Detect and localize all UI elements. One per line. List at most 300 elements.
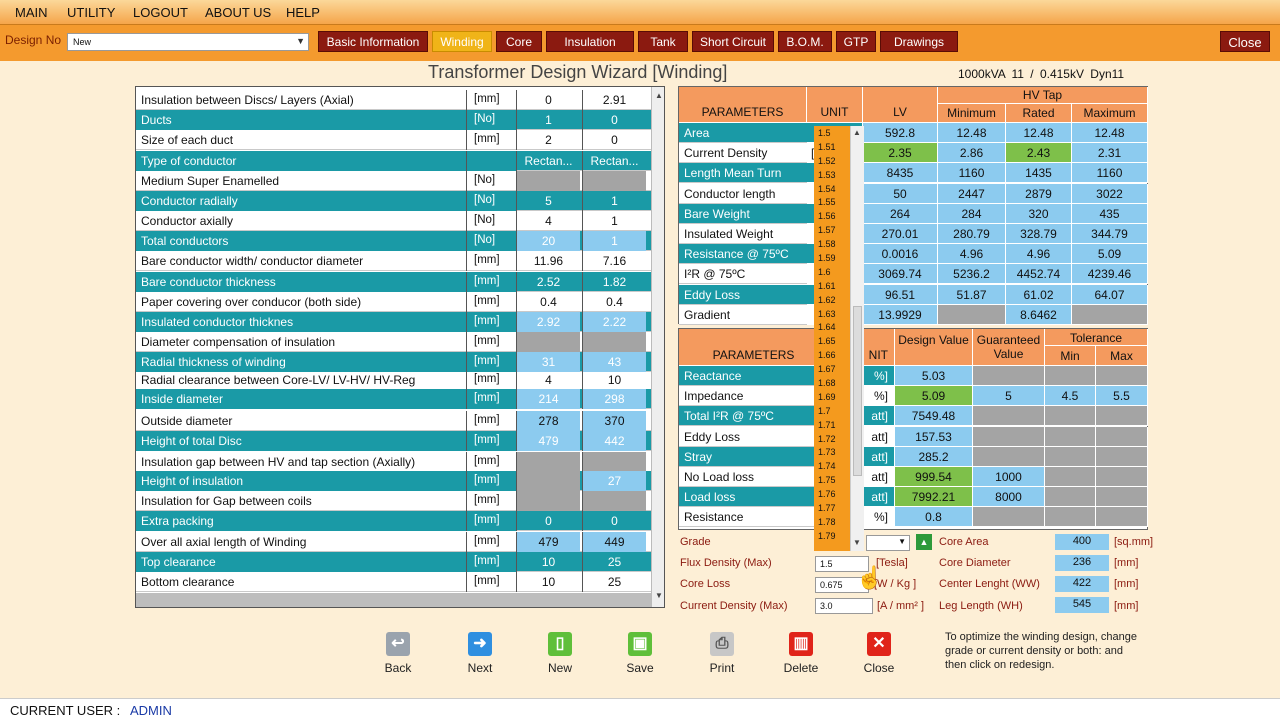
lv-value-cell[interactable]: Rectan... [516, 151, 580, 171]
dropdown-option[interactable]: 1.71 [818, 419, 836, 430]
dropdown-option[interactable]: 1.54 [818, 183, 836, 194]
hv-value-cell[interactable]: 43 [582, 352, 646, 372]
dropdown-option[interactable]: 1.65 [818, 336, 836, 347]
hv-value-cell[interactable]: 10 [582, 370, 646, 390]
param-unit: att] [829, 427, 895, 447]
row-unit: [mm] [466, 491, 516, 511]
row-name: Insulation gap between HV and tap section (Axially) [141, 455, 416, 469]
hv-value-cell[interactable]: 0.4 [582, 292, 646, 312]
dropdown-option[interactable]: 1.5 [818, 128, 831, 138]
hv-value-cell[interactable] [582, 452, 646, 472]
row-unit: [mm] [466, 532, 516, 552]
hv-value-cell[interactable]: 7.16 [582, 251, 646, 271]
row-unit: [mm] [466, 572, 516, 592]
row-unit: [mm] [466, 130, 516, 150]
core-diameter-label: Core Diameter [939, 557, 1011, 569]
dropdown-option[interactable]: 1.55 [818, 197, 836, 208]
param-name: I²R @ 75ºC [679, 264, 807, 284]
hv-value-cell[interactable]: 27 [582, 471, 646, 491]
next-button[interactable] [450, 632, 510, 675]
lv-cell: 13.9929 [863, 305, 938, 325]
hv-value-cell[interactable]: 1 [582, 231, 646, 251]
new-button[interactable] [530, 632, 590, 675]
scroll-down-icon[interactable]: ▼ [655, 591, 663, 600]
lv-value-cell[interactable]: 5 [516, 191, 580, 211]
table-row [136, 552, 651, 572]
back-arrow-icon: ↩ [386, 632, 410, 656]
dropdown-option[interactable]: 1.67 [818, 364, 836, 375]
min-cell: 2447 [938, 184, 1006, 204]
core-loss-input[interactable]: 0.675 [815, 577, 869, 593]
tol-max-cell[interactable]: 5.5 [1096, 386, 1148, 406]
guaranteed-value-cell[interactable] [973, 507, 1045, 527]
lv-value-cell[interactable]: 0.4 [516, 292, 580, 312]
dropdown-option[interactable]: 1.7 [818, 405, 831, 416]
tab-core[interactable]: Core [496, 31, 542, 52]
guaranteed-value-header: Guaranteed Value [973, 329, 1045, 366]
param-name: Length Mean Turn [679, 163, 807, 183]
row-name: Bare conductor width/ conductor diameter [141, 254, 364, 268]
lv-value-cell[interactable]: 214 [516, 389, 580, 409]
row-name: Bare conductor thickness [136, 272, 466, 292]
rated-cell: 2879 [1006, 184, 1072, 204]
printer-icon: ⎙ [710, 632, 734, 656]
guaranteed-value-cell[interactable]: 5 [973, 386, 1045, 406]
row-unit: [mm] [466, 292, 516, 312]
table-row [136, 90, 651, 110]
core-diameter-value: 236 [1055, 555, 1109, 571]
param-unit: [ [807, 143, 863, 163]
lv-value-cell[interactable]: 20 [516, 231, 580, 251]
tol-min-cell[interactable] [1045, 487, 1096, 507]
lv-cell: 50 [863, 184, 938, 204]
design-value-cell: 285.2 [895, 447, 973, 467]
tol-min-cell[interactable]: 4.5 [1045, 386, 1096, 406]
lv-value-cell[interactable]: 2 [516, 130, 580, 150]
close-x-icon: ✕ [867, 632, 891, 656]
params-header: PARAMETERS [679, 87, 807, 123]
hv-value-cell[interactable]: 0 [582, 511, 646, 531]
lv-value-cell[interactable]: 31 [516, 352, 580, 372]
rated-cell: 4.96 [1006, 244, 1072, 264]
tol-min-cell[interactable] [1045, 366, 1096, 386]
param-name: Stray [679, 447, 829, 467]
design-value-cell: 999.54 [895, 467, 973, 487]
table-row [136, 471, 651, 491]
save-label: Save [626, 661, 654, 675]
design-value-cell: 7549.48 [895, 406, 973, 426]
hand-cursor-icon: ☝ [856, 565, 884, 590]
tol-max-cell[interactable] [1096, 507, 1148, 527]
lv-value-cell[interactable]: 2.92 [516, 312, 580, 332]
design-value-cell: 7992.21 [895, 487, 973, 507]
current-user-value: ADMIN [130, 703, 172, 718]
lv-value-cell[interactable] [516, 452, 580, 472]
row-name: Inside diameter [136, 389, 466, 409]
lv-value-cell[interactable] [516, 332, 580, 352]
param-name: Eddy Loss [679, 427, 829, 447]
tab-basic-information[interactable]: Basic Information [318, 31, 428, 52]
min-cell: 12.48 [938, 123, 1006, 143]
back-label: Back [384, 661, 412, 675]
lv-value-cell[interactable]: 1 [516, 110, 580, 130]
design-no-label: Design No [5, 33, 62, 47]
table-row [136, 110, 651, 130]
rated-cell: 328.79 [1006, 224, 1072, 244]
row-name: Paper covering over conducor (both side) [141, 295, 362, 309]
row-unit: [mm] [466, 411, 516, 431]
lv-hv-parameters-table [678, 86, 1148, 324]
min-cell: 5236.2 [938, 264, 1006, 284]
lv-value-cell[interactable]: 479 [516, 431, 580, 451]
table-row [136, 411, 651, 431]
flux-density-dropdown-list[interactable] [814, 126, 850, 551]
menu-about-us[interactable]: ABOUT US [205, 5, 272, 20]
dropdown-option[interactable]: 1.74 [818, 461, 836, 472]
tab-gtp[interactable]: GTP [836, 31, 876, 52]
row-unit: [mm] [466, 90, 516, 110]
tol-min-cell[interactable] [1045, 507, 1096, 527]
scroll-up-icon[interactable]: ▲ [655, 91, 663, 100]
hv-value-cell[interactable]: 1 [582, 211, 646, 231]
tol-min-cell[interactable] [1045, 406, 1096, 426]
param-unit: att] [829, 467, 895, 487]
flux-density-input[interactable]: 1.5 [815, 556, 869, 572]
param-name: Resistance [679, 507, 829, 527]
dropdown-option[interactable]: 1.79 [818, 530, 836, 541]
back-button[interactable] [368, 632, 428, 675]
row-unit: [mm] [466, 332, 516, 352]
max-cell: 64.07 [1072, 285, 1148, 305]
lv-cell: 0.0016 [863, 244, 938, 264]
guaranteed-value-cell[interactable] [973, 406, 1045, 426]
design-value-cell: 5.03 [895, 366, 973, 386]
table-row [136, 511, 651, 531]
min-cell: 2.86 [938, 143, 1006, 163]
guaranteed-value-cell[interactable]: 1000 [973, 467, 1045, 487]
table-row [136, 572, 651, 592]
max-cell: 1160 [1072, 163, 1148, 183]
lv-value-cell[interactable] [516, 171, 580, 191]
current-density-unit: [A / mm² ] [877, 600, 925, 612]
table-row [136, 370, 651, 390]
table-row [136, 352, 651, 372]
delete-button[interactable] [771, 632, 831, 675]
row-unit: [mm] [466, 251, 516, 271]
row-name: Diameter compensation of insulation [141, 335, 336, 349]
tol-max-cell[interactable] [1096, 447, 1148, 467]
tol-max-cell[interactable] [1096, 487, 1148, 507]
min-cell: 1160 [938, 163, 1006, 183]
tab-drawings[interactable]: Drawings [880, 31, 958, 52]
lv-value-cell[interactable]: 278 [516, 411, 580, 431]
design-parameters-table [678, 328, 1148, 530]
next-label: Next [467, 661, 493, 675]
save-disk-icon: ▣ [628, 632, 652, 656]
row-unit: [No] [466, 171, 516, 191]
hv-value-cell[interactable] [582, 491, 646, 511]
row-name: Height of total Disc [136, 431, 466, 451]
table-row [136, 130, 651, 150]
table-row [136, 171, 651, 191]
hv-value-cell[interactable] [582, 332, 646, 352]
dropdown-option[interactable]: 1.53 [818, 169, 836, 180]
hv-value-cell[interactable]: 25 [582, 552, 646, 572]
lv-cell: 3069.74 [863, 264, 938, 284]
chevron-down-icon: ▼ [296, 36, 305, 46]
tol-max-header: Max [1096, 346, 1148, 366]
param-name: Gradient [679, 305, 807, 325]
row-name: Extra packing [136, 511, 466, 531]
scroll-down-icon[interactable]: ▼ [853, 538, 861, 547]
param-unit: %] [829, 386, 895, 406]
core-diameter-unit: [mm] [1114, 557, 1139, 569]
tol-min-cell[interactable] [1045, 427, 1096, 447]
dropdown-option[interactable]: 1.78 [818, 516, 836, 527]
hv-value-cell[interactable]: 442 [582, 431, 646, 451]
row-name: Type of conductor [136, 151, 466, 171]
scroll-thumb[interactable] [853, 306, 862, 476]
lv-value-cell[interactable]: 0 [516, 511, 580, 531]
lv-value-cell[interactable]: 10 [516, 552, 580, 572]
hv-value-cell[interactable]: 1 [582, 191, 646, 211]
min-cell [938, 305, 1006, 325]
menu-help[interactable]: HELP [286, 5, 320, 20]
hv-value-cell[interactable]: Rectan... [582, 151, 646, 171]
param-name: Impedance [679, 386, 829, 406]
min-cell: 51.87 [938, 285, 1006, 305]
rated-header: Rated [1006, 104, 1072, 123]
hv-value-cell[interactable] [582, 171, 646, 191]
table-row [136, 292, 651, 312]
row-name: Insulated conductor thicknes [136, 312, 466, 332]
lv-value-cell[interactable]: 479 [516, 532, 580, 552]
hv-value-cell[interactable]: 0 [582, 110, 646, 130]
hv-value-cell[interactable]: 0 [582, 130, 646, 150]
row-unit: [mm] [466, 272, 516, 292]
close-button[interactable] [849, 632, 909, 675]
row-unit: [mm] [466, 431, 516, 451]
dropdown-scrollbar[interactable] [850, 126, 864, 551]
dropdown-option[interactable]: 1.63 [818, 308, 836, 319]
horizontal-scrollbar[interactable] [136, 593, 651, 608]
table-row [136, 231, 651, 251]
max-cell: 4239.46 [1072, 264, 1148, 284]
params-header: PARAMETERS [679, 329, 829, 366]
param-unit: %] [829, 366, 895, 386]
dropdown-option[interactable]: 1.69 [818, 391, 836, 402]
row-name: Bottom clearance [141, 575, 235, 589]
row-name: Over all axial length of Winding [141, 535, 307, 549]
guaranteed-value-cell[interactable]: 8000 [973, 487, 1045, 507]
row-name: Size of each duct [141, 133, 234, 147]
hv-value-cell[interactable]: 25 [582, 572, 646, 592]
dropdown-option[interactable]: 1.66 [818, 350, 836, 361]
row-name: Insulation for Gap between coils [141, 494, 312, 508]
row-unit: [mm] [466, 312, 516, 332]
row-unit: [mm] [466, 471, 516, 491]
row-name: Outside diameter [141, 414, 233, 428]
new-document-icon: ▯ [548, 632, 572, 656]
lv-value-cell[interactable]: 0 [516, 90, 580, 110]
table-row [136, 251, 651, 271]
row-unit: [mm] [466, 452, 516, 472]
tab-short-circuit[interactable]: Short Circuit [692, 31, 774, 52]
guaranteed-value-cell[interactable] [973, 447, 1045, 467]
dropdown-option[interactable]: 1.73 [818, 447, 836, 458]
save-button[interactable] [610, 632, 670, 675]
next-arrow-icon: ➜ [468, 632, 492, 656]
dropdown-option[interactable]: 1.52 [818, 155, 836, 166]
menu-bar [0, 0, 1280, 25]
page-title: Transformer Design Wizard [Winding] [428, 62, 728, 82]
redesign-up-icon[interactable]: ▲ [916, 534, 932, 550]
tol-min-header: Min [1045, 346, 1096, 366]
core-area-value: 400 [1055, 534, 1109, 550]
dropdown-option[interactable]: 1.57 [818, 225, 836, 236]
close-window-button[interactable]: Close [1220, 31, 1270, 52]
max-cell: 3022 [1072, 184, 1148, 204]
grade-select[interactable]: ▼ [866, 535, 910, 551]
dropdown-option[interactable]: 1.62 [818, 294, 836, 305]
param-name: Area [679, 123, 807, 143]
vertical-scrollbar[interactable] [651, 87, 665, 607]
row-name: Top clearance [136, 552, 466, 572]
row-unit: [mm] [466, 370, 516, 390]
tab-winding[interactable]: Winding [432, 31, 492, 52]
tol-max-cell[interactable] [1096, 467, 1148, 487]
tol-max-cell[interactable] [1096, 406, 1148, 426]
dropdown-option[interactable]: 1.56 [818, 211, 836, 222]
design-value-cell: 5.09 [895, 386, 973, 406]
dropdown-option[interactable]: 1.76 [818, 489, 836, 500]
tab-bom[interactable]: B.O.M. [778, 31, 832, 52]
param-unit: %] [829, 507, 895, 527]
rated-cell: 320 [1006, 204, 1072, 224]
winding-table [135, 86, 665, 608]
max-header: Maximum [1072, 104, 1148, 123]
scroll-up-icon[interactable]: ▲ [853, 128, 861, 137]
leg-length-value: 545 [1055, 597, 1109, 613]
dropdown-option[interactable]: 1.68 [818, 378, 836, 389]
dropdown-option[interactable]: 1.64 [818, 322, 836, 333]
tol-max-cell[interactable] [1096, 427, 1148, 447]
param-name: Total I²R @ 75ºC [679, 406, 829, 426]
max-cell: 435 [1072, 204, 1148, 224]
hv-tap-header: HV Tap [938, 87, 1148, 104]
rated-cell: 12.48 [1006, 123, 1072, 143]
center-length-value: 422 [1055, 576, 1109, 592]
guaranteed-value-cell[interactable] [973, 427, 1045, 447]
dropdown-option[interactable]: 1.59 [818, 253, 836, 264]
row-unit: [mm] [466, 552, 516, 572]
lv-value-cell[interactable] [516, 471, 580, 491]
lv-cell: 8435 [863, 163, 938, 183]
tolerance-header: Tolerance [1045, 329, 1148, 346]
guaranteed-value-cell[interactable] [973, 366, 1045, 386]
lv-header: LV [863, 87, 938, 123]
dropdown-option[interactable]: 1.77 [818, 503, 836, 514]
hv-value-cell[interactable]: 1.82 [582, 272, 646, 292]
param-name: No Load loss [679, 467, 829, 487]
leg-length-unit: [mm] [1114, 600, 1139, 612]
row-name: Medium Super Enamelled [141, 174, 280, 188]
min-cell: 280.79 [938, 224, 1006, 244]
unit-header: UNIT [807, 87, 863, 123]
lv-value-cell[interactable]: 4 [516, 211, 580, 231]
core-loss-unit: [W / Kg ] [874, 578, 917, 590]
menu-utility[interactable]: UTILITY [67, 5, 116, 20]
tab-tank[interactable]: Tank [638, 31, 688, 52]
row-unit: [No] [466, 110, 516, 130]
dropdown-option[interactable]: 1.61 [818, 280, 836, 291]
row-name: Ducts [136, 110, 466, 130]
lv-cell: 592.8 [863, 123, 938, 143]
table-row [136, 389, 651, 409]
row-unit: [No] [466, 191, 516, 211]
hv-value-cell[interactable]: 2.22 [582, 312, 646, 332]
core-area-unit: [sq.mm] [1114, 536, 1154, 548]
hv-value-cell[interactable]: 370 [582, 411, 646, 431]
table-row [136, 151, 651, 171]
hv-value-cell[interactable]: 2.91 [582, 90, 646, 110]
design-value-cell: 157.53 [895, 427, 973, 447]
lv-value-cell[interactable]: 2.52 [516, 272, 580, 292]
flux-density-unit: [Tesla] [876, 557, 908, 569]
hv-value-cell[interactable]: 298 [582, 389, 646, 409]
print-button[interactable] [692, 632, 752, 675]
lv-cell: 96.51 [863, 285, 938, 305]
rated-cell: 8.6462 [1006, 305, 1072, 325]
dropdown-option[interactable]: 1.75 [818, 475, 836, 486]
param-name: Load loss [679, 487, 829, 507]
param-unit: att] [829, 487, 895, 507]
dropdown-option[interactable]: 1.51 [818, 141, 836, 152]
grade-label: Grade [680, 536, 711, 548]
current-user-label: CURRENT USER : [10, 703, 121, 718]
lv-value-cell[interactable]: 10 [516, 572, 580, 592]
table-row [136, 491, 651, 511]
design-no-select[interactable] [67, 33, 309, 51]
center-length-label: Center Lenght (WW) [939, 578, 1040, 590]
dropdown-option[interactable]: 1.6 [818, 266, 831, 277]
row-unit: [mm] [466, 511, 516, 531]
menu-main[interactable]: MAIN [15, 5, 48, 20]
table-row [136, 191, 651, 211]
param-unit: att] [829, 447, 895, 467]
dropdown-option[interactable]: 1.58 [818, 239, 836, 250]
param-name: Reactance [679, 366, 829, 386]
tab-insulation[interactable]: Insulation [546, 31, 634, 52]
lv-value-cell[interactable]: 11.96 [516, 251, 580, 271]
tol-min-cell[interactable] [1045, 467, 1096, 487]
lv-value-cell[interactable] [516, 491, 580, 511]
hv-value-cell[interactable]: 449 [582, 532, 646, 552]
design-value-cell: 0.8 [895, 507, 973, 527]
param-name: Eddy Loss [679, 285, 807, 305]
tol-min-cell[interactable] [1045, 447, 1096, 467]
tol-max-cell[interactable] [1096, 366, 1148, 386]
leg-length-label: Leg Length (WH) [939, 600, 1023, 612]
lv-value-cell[interactable]: 4 [516, 370, 580, 390]
row-name: Total conductors [136, 231, 466, 251]
dropdown-option[interactable]: 1.72 [818, 433, 836, 444]
menu-logout[interactable]: LOGOUT [133, 5, 188, 20]
current-density-input[interactable]: 3.0 [815, 598, 873, 614]
row-name: Radial thickness of winding [136, 352, 466, 372]
row-unit: [mm] [466, 352, 516, 372]
row-unit [466, 151, 516, 171]
